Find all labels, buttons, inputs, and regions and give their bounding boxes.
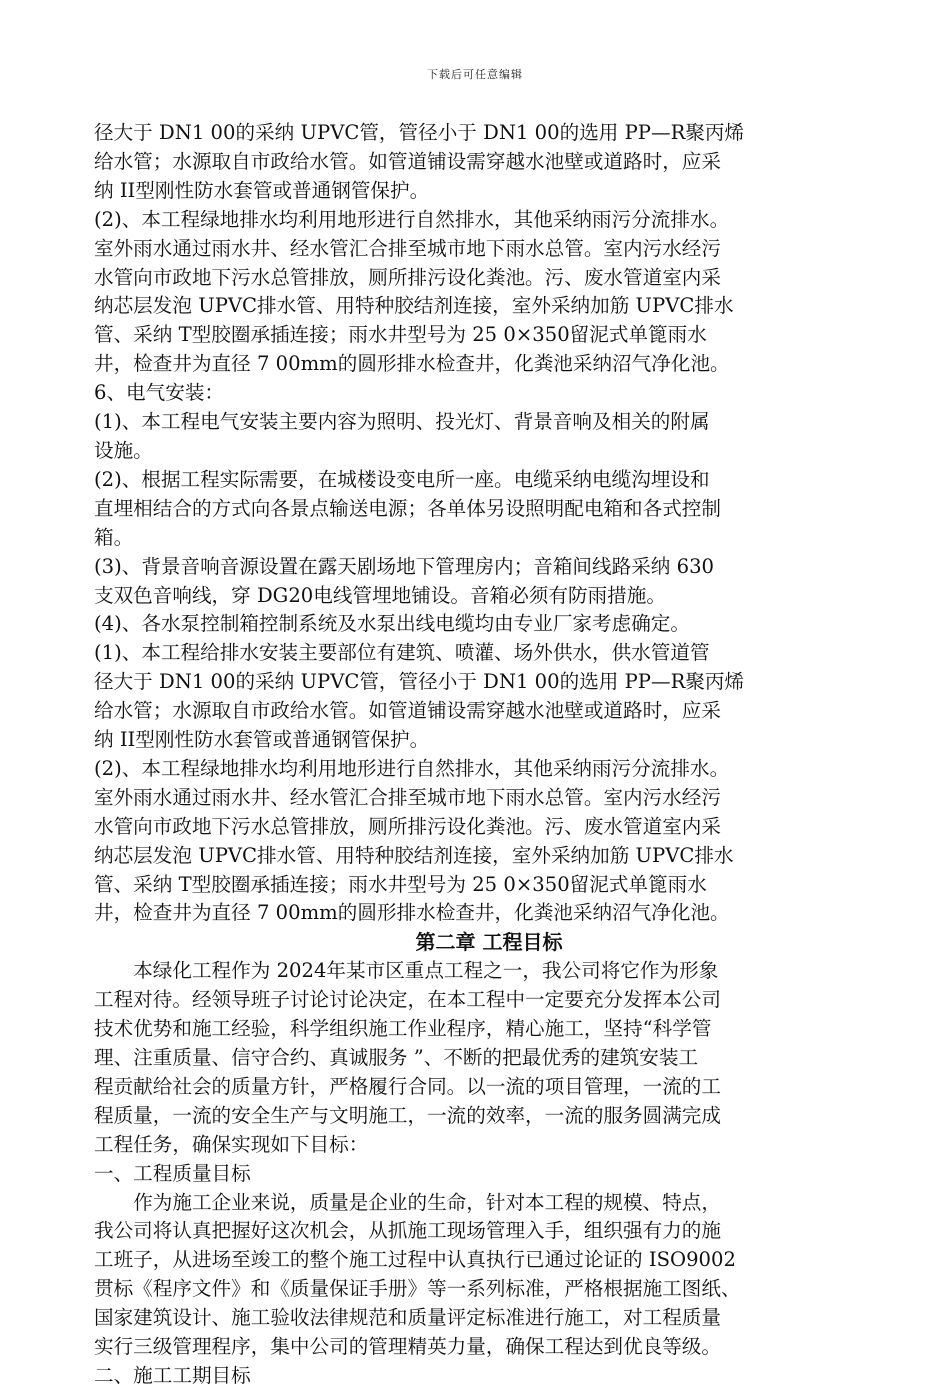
page-header: 下载后可任意编辑 [427,68,523,81]
text-line: 贯标《程序文件》和《质量保证手册》等一系列标准，严格根据施工图纸、 [94,1277,741,1301]
text-line: 井，检查井为直径 7 00mm的圆形排水检查井，化粪池采纳沼气净化池。 [94,352,730,376]
document-body [94,119,884,1391]
text-line: 技术优势和施工经验，科学组织施工作业程序，精心施工，坚持“科学管 [94,1017,712,1041]
text-line: 设施。 [94,438,153,462]
text-line: 纳 II型刚性防水套管或普通钢管保护。 [94,728,430,752]
text-line: 工班子，从进场至竣工的整个施工过程中认真执行已通过论证的 ISO9002 [94,1248,736,1272]
text-line: 我公司将认真把握好这次机会，从抓施工现场管理入手，组织强有力的施 [94,1219,721,1243]
text-line: 井，检查井为直径 7 00mm的圆形排水检查井，化粪池采纳沼气净化池。 [94,901,730,925]
text-line: 程质量，一流的安全生产与文明施工，一流的效率，一流的服务圆满完成 [94,1103,721,1127]
text-line: 理、注重质量、信守合约、真诚服务 ”、不断的把最优秀的建筑安装工 [94,1046,699,1069]
text-line: (2)、本工程绿地排水均利用地形进行自然排水，其他采纳雨污分流排水。 [94,207,730,231]
text-line: 程贡献给社会的质量方针，严格履行合同。以一流的项目管理，一流的工 [94,1074,721,1098]
text-line: 直埋相结合的方式向各景点输送电源；各单体另设照明配电箱和各式控制 [94,496,721,520]
text-line: 水管向市政地下污水总管排放，厕所排污设化粪池。污、废水管道室内采 [94,814,721,838]
text-line: 国家建筑设计、施工验收法律规范和质量评定标准进行施工，对工程质量 [94,1306,721,1330]
paragraph-line: 作为施工企业来说，质量是企业的生命，针对本工程的规模、特点， [133,1190,721,1214]
text-line: (2)、根据工程实际需要，在城楼设变电所一座。电缆采纳电缆沟埋设和 [94,467,710,491]
text-line: 纳芯层发泡 UPVC排水管、用特种胶结剂连接，室外采纳加筋 UPVC排水 [94,843,734,867]
text-line: 管、采纳 T型胶圈承插连接；雨水井型号为 25 0×350留泥式单篦雨水 [94,872,707,896]
text-line: 工程对待。经领导班子讨论讨论决定，在本工程中一定要充分发挥本公司 [94,988,721,1012]
text-line: 纳芯层发泡 UPVC排水管、用特种胶结剂连接，室外采纳加筋 UPVC排水 [94,294,734,318]
section-heading: 6、电气安装： [94,381,225,405]
text-line: 水管向市政地下污水总管排放，厕所排污设化粪池。污、废水管道室内采 [94,265,721,289]
text-line: 室外雨水通过雨水井、经水管汇合排至城市地下雨水总管。室内污水经污 [94,236,721,260]
text-line: 管、采纳 T型胶圈承插连接；雨水井型号为 25 0×350留泥式单篦雨水 [94,323,707,347]
text-line: 给水管；水源取自市政给水管。如管道铺设需穿越水池壁或道路时，应采 [94,699,721,723]
text-line: 给水管；水源取自市政给水管。如管道铺设需穿越水池壁或道路时，应采 [94,149,721,173]
text-line: 工程任务，确保实现如下目标： [94,1132,369,1156]
text-line: 实行三级管理程序，集中公司的管理精英力量，确保工程达到优良等级。 [94,1335,721,1359]
text-line: 支双色音响线，穿 DG20电线管埋地铺设。音箱必须有防雨措施。 [94,583,666,607]
text-line: (3)、背景音响音源设置在露天剧场地下管理房内；音箱间线路采纳 630 [94,554,715,578]
paragraph-line: 本绿化工程作为 2024年某市区重点工程之一，我公司将它作为形象 [133,959,719,983]
chapter-title: 第二章 工程目标 [415,930,563,955]
text-line: 纳 II型刚性防水套管或普通钢管保护。 [94,178,430,202]
text-line: (1)、本工程给排水安装主要部位有建筑、喷灌、场外供水，供水管道管 [94,641,710,665]
text-line: 室外雨水通过雨水井、经水管汇合排至城市地下雨水总管。室内污水经污 [94,785,721,809]
text-line: 径大于 DN1 00的采纳 UPVC管，管径小于 DN1 00的选用 PP—R聚丙烯 [94,670,745,694]
text-line: (2)、本工程绿地排水均利用地形进行自然排水，其他采纳雨污分流排水。 [94,756,730,780]
text-line: 径大于 DN1 00的采纳 UPVC管，管径小于 DN1 00的选用 PP—R聚丙烯 [94,121,745,144]
text-line: (1)、本工程电气安装主要内容为照明、投光灯、背景音响及相关的附属 [94,410,710,434]
text-line: 箱。 [94,525,134,549]
section-heading: 二、施工工期目标 [94,1363,251,1387]
text-line: (4)、各水泵控制箱控制系统及水泵出线电缆均由专业厂家考虑确定。 [94,612,690,636]
section-heading: 一、工程质量目标 [94,1161,251,1185]
